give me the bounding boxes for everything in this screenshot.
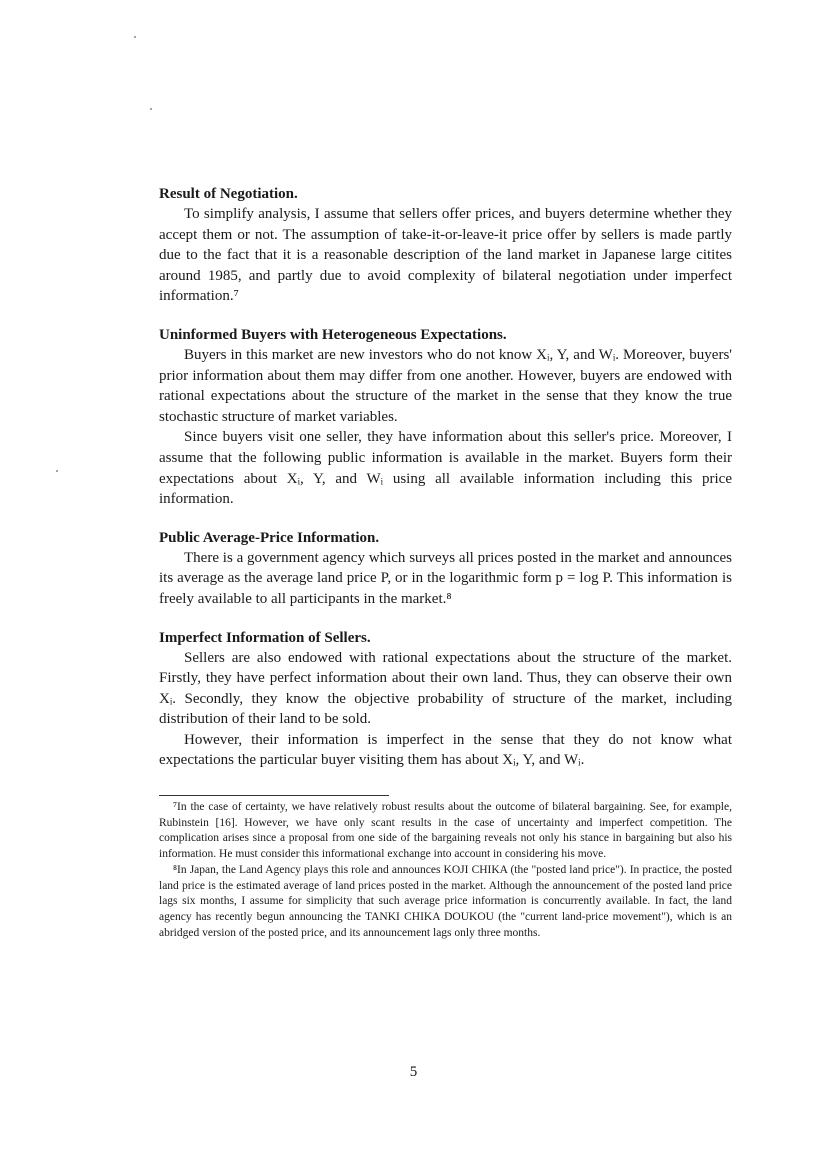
footnote-divider <box>159 795 389 796</box>
section-heading: Public Average-Price Information. <box>159 529 380 546</box>
footnotes <box>159 800 732 941</box>
section-result-of-negotiation <box>159 184 732 307</box>
section-heading: Imperfect Information of Sellers. <box>159 629 371 646</box>
scan-speck <box>150 108 152 110</box>
section-imperfect-information <box>159 628 732 772</box>
paragraph: There is a government agency which surveys all prices posted in the market and announces its average as the average land price P, or in the logarithmic form p = log P. This information is freely available to all participants in the market.⁸ <box>159 549 732 607</box>
scan-speck <box>134 36 136 38</box>
footnote-7: ⁷In the case of certainty, we have relatively robust results about the outcome of bilateral bargaining. See, for example, Rubinstein [16]. However, we have only scant results in the case of uncertainty and imperfect competition. The complication arises since a proposal from one side of the bargaining reveals not only his stance in bargaining but also his information. He must consider this informational exchange into account in considering his move. <box>159 801 732 861</box>
paragraph: Buyers in this market are new investors who do not know Xᵢ, Y, and Wᵢ. Moreover, buyers' prior information about them may differ from one another. However, buyers are endowed with rational expectations about the structure of the market in the sense that they know the true stochastic structure of market variables. <box>159 346 732 425</box>
page-body <box>159 184 732 771</box>
paragraph: Since buyers visit one seller, they have information about this seller's price. Moreover, I assume that the following public information is available in the market. Buyers form their expectations about Xᵢ, Y, and Wᵢ using all available information including this price information. <box>159 429 732 508</box>
footnote-8: ⁸In Japan, the Land Agency plays this role and announces KOJI CHIKA (the "posted land price"). In practice, the posted land price is the estimated average of land prices posted in the market. Although the announcement of the posted land price lags six months, I assume for simplicity that such average price information is concurrently available. In fact, the land agency has recently begun announcing the TANKI CHIKA DOUKOU (the "current land-price movement"), which is an abridged version of the posted price, and its announcement lags only three months. <box>159 863 732 939</box>
section-uninformed-buyers <box>159 325 732 510</box>
paragraph: Sellers are also endowed with rational expectations about the structure of the market. Firstly, they have perfect information about their own land. Thus, they can observe their own Xᵢ. Secondly, they know the objective probability of structure of the market, including distribution of their land to be sold. <box>159 649 732 728</box>
section-heading: Uninformed Buyers with Heterogeneous Expectations. <box>159 326 507 343</box>
paragraph: To simplify analysis, I assume that sellers offer prices, and buyers determine whether they accept them or not. The assumption of take-it-or-leave-it price offer by sellers is made partly due to the fact that it is a reasonable description of the land market in Japanese large citites around 1985, and partly due to avoid complexity of bilateral negotiation under imperfect information.⁷ <box>159 206 732 305</box>
section-heading: Result of Negotiation. <box>159 186 298 202</box>
page-number: 5 <box>409 1064 418 1080</box>
section-public-average-price <box>159 528 732 610</box>
paragraph: However, their information is imperfect in the sense that they do not know what expectations the particular buyer visiting them has about Xᵢ, Y, and Wᵢ. <box>159 731 732 769</box>
scan-speck <box>56 470 58 472</box>
